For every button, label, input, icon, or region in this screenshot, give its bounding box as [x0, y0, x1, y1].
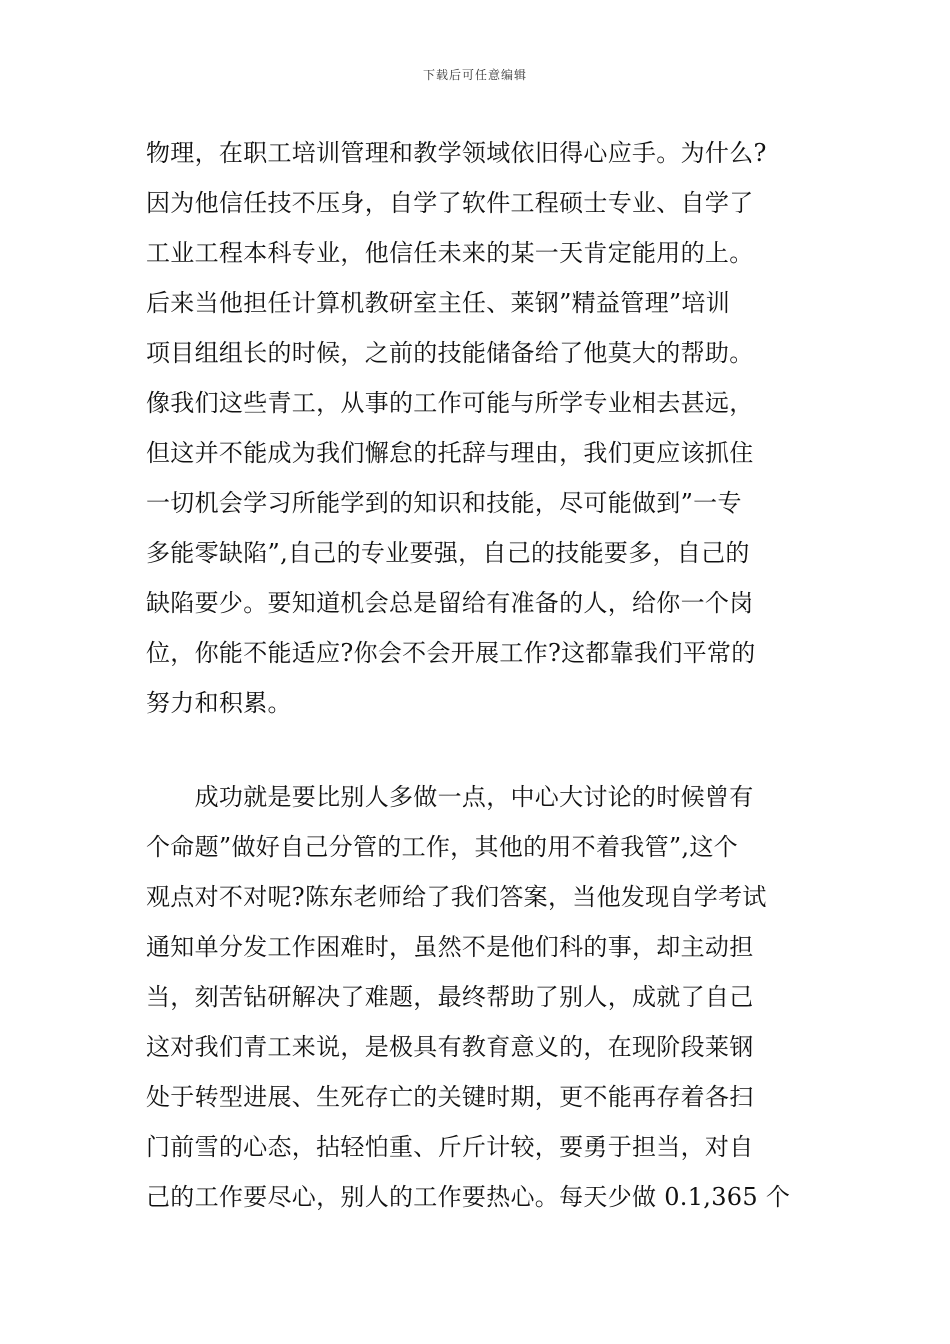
- text-line: 努力和积累。: [146, 689, 292, 717]
- text-line: 缺陷要少。要知道机会总是留给有准备的人，给你一个岗: [146, 589, 754, 617]
- text-line: 己的工作要尽心，别人的工作要热心。每天少做 0.1,365 个: [146, 1183, 791, 1211]
- text-line: 物理，在职工培训管理和教学领域依旧得心应手。为什么?: [146, 139, 767, 167]
- paragraph-1: [146, 128, 810, 728]
- text-line: 门前雪的心态，拈轻怕重、斤斤计较，要勇于担当，对自: [146, 1133, 754, 1161]
- text-line: 一切机会学习所能学到的知识和技能，尽可能做到”一专: [146, 489, 742, 517]
- text-line: 项目组组长的时候，之前的技能储备给了他莫大的帮助。: [146, 339, 754, 367]
- text-line: 多能零缺陷”,自己的专业要强，自己的技能要多，自己的: [146, 539, 750, 567]
- text-line: 像我们这些青工，从事的工作可能与所学专业相去甚远，: [146, 389, 754, 417]
- text-line: 成功就是要比别人多做一点，中心大讨论的时候曾有: [146, 783, 754, 811]
- text-line: 个命题”做好自己分管的工作，其他的用不着我管”,这个: [146, 833, 738, 861]
- text-line: 后来当他担任计算机教研室主任、莱钢”精益管理”培训: [146, 289, 731, 317]
- text-line: 这对我们青工来说，是极具有教育意义的，在现阶段莱钢: [146, 1033, 754, 1061]
- paragraph-2: [146, 772, 810, 1222]
- page-header: 下载后可任意编辑: [422, 68, 527, 82]
- text-line: 当，刻苦钻研解决了难题，最终帮助了别人，成就了自己: [146, 983, 754, 1011]
- text-line: 观点对不对呢?陈东老师给了我们答案，当他发现自学考试: [146, 883, 767, 911]
- text-line: 但这并不能成为我们懈怠的托辞与理由，我们更应该抓住: [146, 439, 754, 467]
- text-line: 位，你能不能适应?你会不会开展工作?这都靠我们平常的: [146, 639, 756, 667]
- text-line: 处于转型进展、生死存亡的关键时期，更不能再存着各扫: [146, 1083, 754, 1111]
- text-line: 通知单分发工作困难时，虽然不是他们科的事，却主动担: [146, 933, 754, 961]
- text-line: 因为他信任技不压身，自学了软件工程硕士专业、自学了: [146, 189, 754, 217]
- text-line: 工业工程本科专业，他信任未来的某一天肯定能用的上。: [146, 239, 754, 267]
